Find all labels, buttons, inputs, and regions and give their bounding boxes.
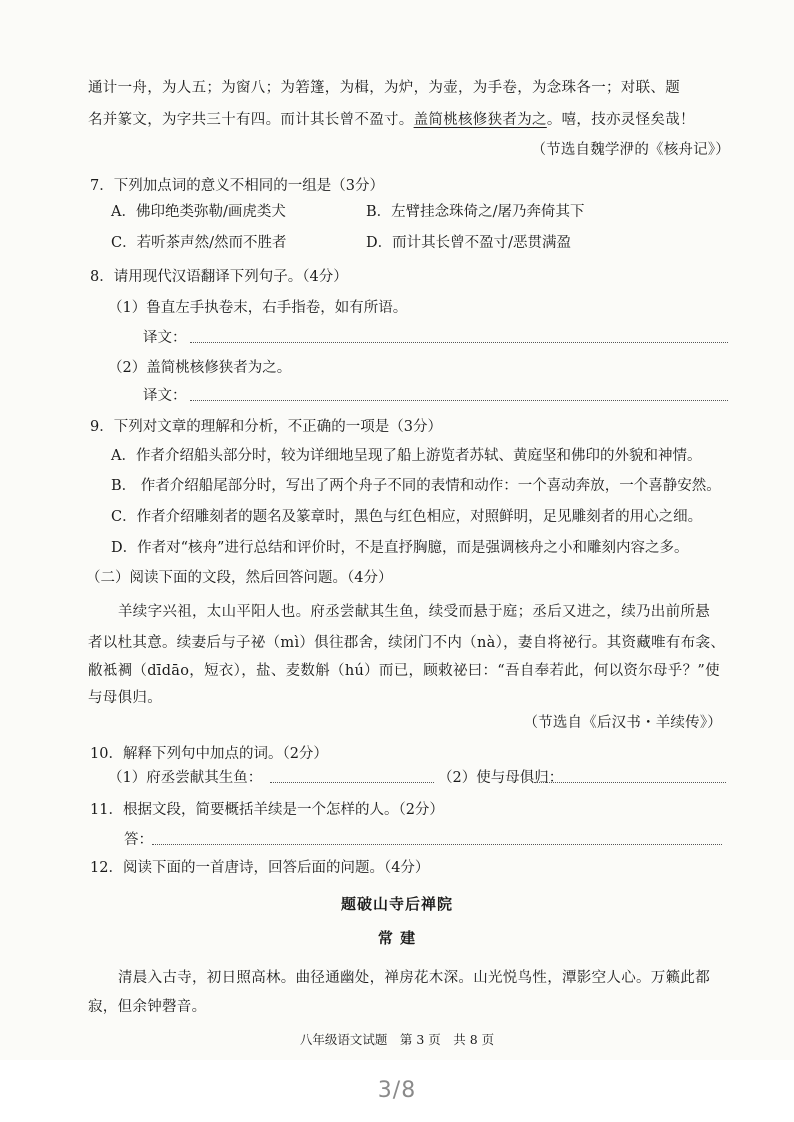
section2-source: （节选自《后汉书・羊续传》） xyxy=(523,715,722,731)
passage1-source: （节选自魏学洢的《核舟记》） xyxy=(531,142,730,158)
q9-option-c: C．作者介绍雕刻者的题名及篆章时，黑色与红色相应，对照鲜明，足见雕刻者的用心之细。 xyxy=(111,509,703,525)
q10-sentence-1: （1）府丞尝献其生鱼： xyxy=(108,770,263,786)
q9-option-a: A．作者介绍船头部分时，较为详细地呈现了船上游览者苏轼、黄庭坚和佛印的外貌和神情。 xyxy=(111,448,702,464)
q9-stem: 9．下列对文章的理解和分析，不正确的一项是（3分） xyxy=(90,419,442,435)
q8-answer-label-1: 译文： xyxy=(143,330,187,346)
q10-stem: 10．解释下列句中加点的词。（2分） xyxy=(90,746,328,762)
q8-answer-line-2[interactable] xyxy=(190,400,728,401)
q8-sentence-1: （1）鲁直左手执卷末，右手指卷，如有所语。 xyxy=(108,300,408,316)
q10-answer-line-1[interactable] xyxy=(270,782,434,783)
passage1-text-a: 名并篆文，为字共三十有四。而计其长曾不盈寸。 xyxy=(88,112,414,128)
q9-option-b: B． 作者介绍船尾部分时，写出了两个舟子不同的表情和动作：一个喜动奔放，一个喜静安然。 xyxy=(111,478,721,494)
q11-answer-label: 答： xyxy=(124,832,153,848)
section2-line2: 者以杜其意。续妻后与子祕（mì）俱往郡舍，续闭门不内（nà），妻自将祕行。其资藏唯有布衾、 xyxy=(88,635,726,651)
q8-sentence-2: （2）盖简桃核修狭者为之。 xyxy=(108,360,292,376)
section2-line1: 羊续字兴祖，太山平阳人也。府丞尝献其生鱼，续受而悬于庭；丞后又进之，续乃出前所悬 xyxy=(118,604,710,620)
page-indicator: 3/8 xyxy=(377,1078,417,1103)
section2-line4: 与母俱归。 xyxy=(88,690,162,706)
poem-author: 常 建 xyxy=(377,929,417,947)
passage1-line2 xyxy=(88,108,695,129)
q12-stem: 12．阅读下面的一首唐诗，回答后面的问题。（4分） xyxy=(90,860,430,876)
poem-line2: 寂，但余钟磬音。 xyxy=(88,999,207,1015)
page-footer: 八年级语文试题 第 3 页 共 8 页 xyxy=(299,1032,495,1047)
poem-title: 题破山寺后禅院 xyxy=(340,895,453,913)
q8-stem: 8．请用现代汉语翻译下列句子。（4分） xyxy=(90,269,348,285)
q7-option-d: D．而计其长曾不盈寸/恶贯满盈 xyxy=(366,235,572,251)
q7-option-b: B．左臂挂念珠倚之/屠乃奔倚其下 xyxy=(366,204,585,220)
q8-answer-line-1[interactable] xyxy=(190,342,728,343)
q10-sentence-2: （2）使与母俱归： xyxy=(438,770,564,786)
q8-answer-label-2: 译文： xyxy=(143,388,187,404)
q7-option-a: A．佛印绝类弥勒/画虎类犬 xyxy=(111,204,286,220)
passage1-line1: 通计一舟，为人五；为窗八；为箬篷，为楫，为炉，为壶，为手卷，为念珠各一；对联、题 xyxy=(88,80,680,96)
section2-heading: （二）阅读下面的文段，然后回答问题。（4分） xyxy=(86,570,393,586)
section2-line3: 敝袛裯（dīdāo，短衣），盐、麦数斛（hú）而已，顾敕祕曰：“吾自奉若此，何以资尔母乎？”使 xyxy=(88,663,720,679)
q7-option-c: C．若听茶声然/然而不胜者 xyxy=(111,235,287,251)
q11-stem: 11．根据文段，简要概括羊续是一个怎样的人。（2分） xyxy=(90,802,444,818)
passage1-text-b: 。嘻，技亦灵怪矣哉！ xyxy=(546,112,695,128)
q7-stem: 7．下列加点词的意义不相同的一组是（3分） xyxy=(90,178,384,194)
q11-answer-line[interactable] xyxy=(152,844,722,845)
passage1-underlined: 盖简桃核修狭者为之 xyxy=(413,112,547,128)
poem-line1: 清晨入古寺，初日照高林。曲径通幽处，禅房花木深。山光悦鸟性，潭影空人心。万籁此都 xyxy=(118,970,710,986)
q10-answer-line-2[interactable] xyxy=(534,782,726,783)
q9-option-d: D．作者对“核舟”进行总结和评价时，不是直抒胸臆，而是强调核舟之小和雕刻内容之多。 xyxy=(111,540,689,556)
